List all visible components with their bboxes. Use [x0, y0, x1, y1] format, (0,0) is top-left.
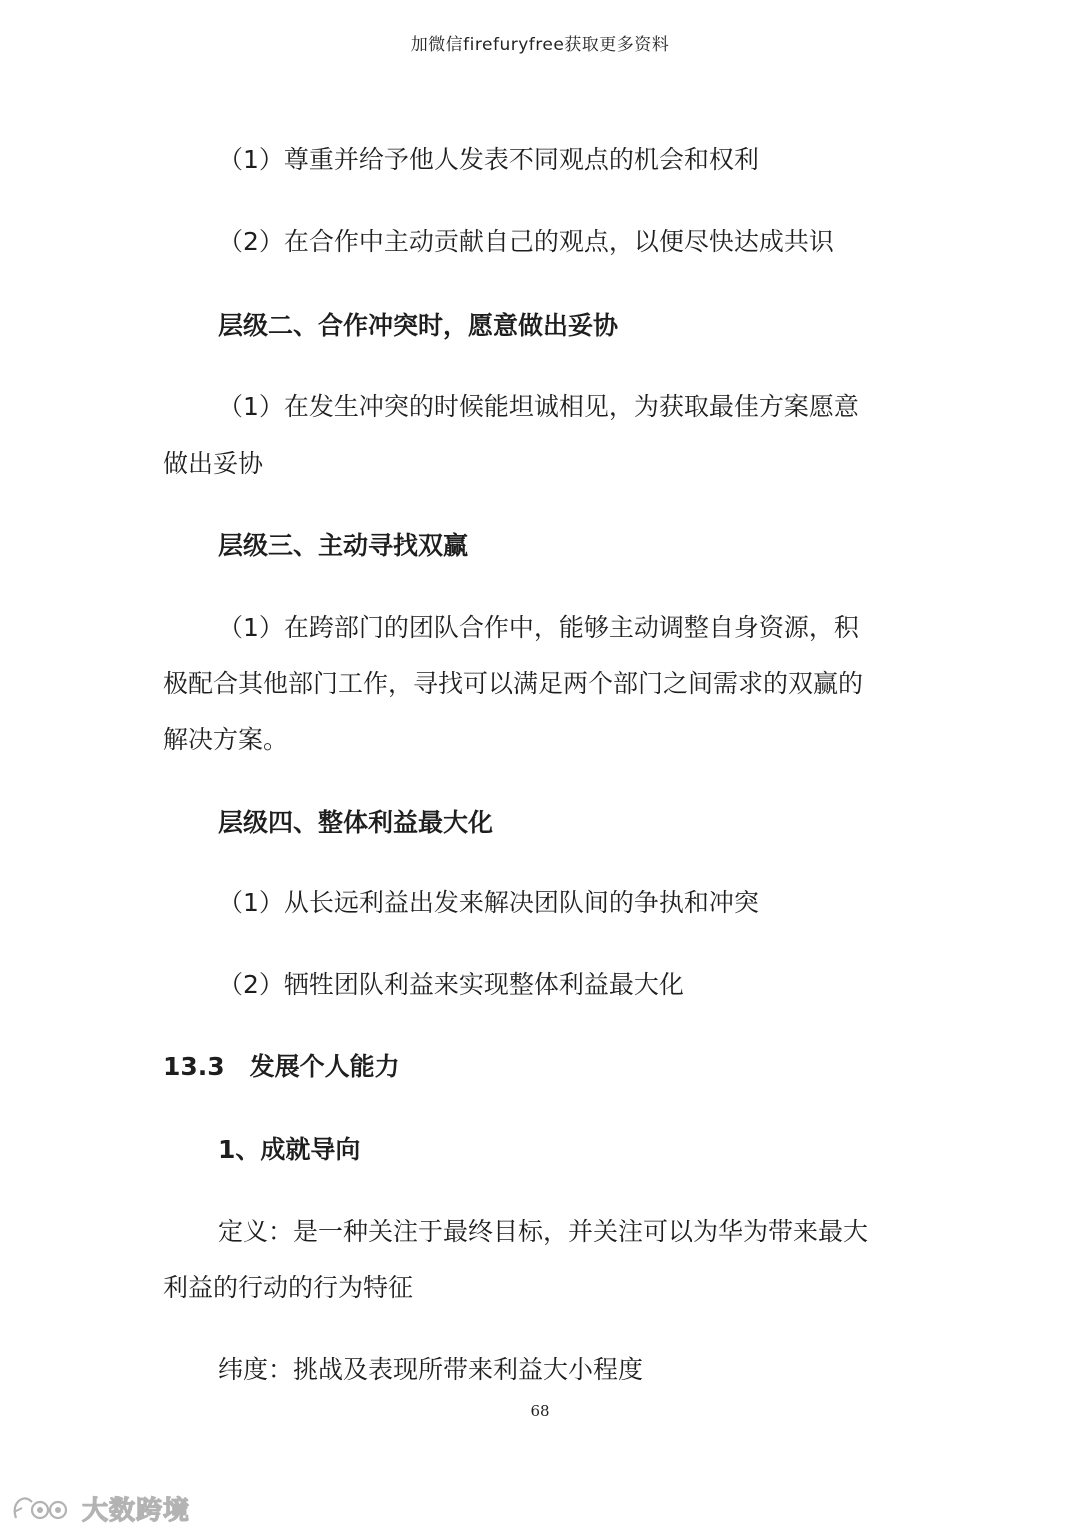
level-two-heading: 层级二、合作冲突时，愿意做出妥协 [218, 311, 619, 340]
watermark-text: 大数跨境 [82, 1496, 191, 1526]
item-long-term-interest: （1）从长远利益出发来解决团队间的争执和冲突 [218, 888, 759, 917]
level-three-heading: 层级三、主动寻找双赢 [218, 531, 469, 560]
watermark [10, 1490, 190, 1527]
item-cross-department: （1）在跨部门的团队合作中，能够主动调整自身资源，积 [218, 613, 859, 642]
item-conflict-compromise: （1）在发生冲突的时候能坦诚相见，为获取最佳方案愿意 [218, 392, 859, 421]
item-contribute-views: （2）在合作中主动贡献自己的观点，以便尽快达成共识 [218, 227, 834, 256]
item-cross-department-cont1: 极配合其他部门工作，寻找可以满足两个部门之间需求的双赢的 [163, 669, 864, 698]
item-conflict-compromise-cont: 做出妥协 [163, 449, 264, 478]
definition-line: 定义：是一种关注于最终目标，并关注可以为华为带来最大 [218, 1217, 869, 1246]
dimension-line: 纬度：挑战及表现所带来利益大小程度 [218, 1355, 644, 1384]
item-sacrifice-team: （2）牺牲团队利益来实现整体利益最大化 [218, 970, 684, 999]
header-note: 加微信firefuryfree获取更多资料 [410, 35, 670, 55]
item-respect-opinions: （1）尊重并给予他人发表不同观点的机会和权利 [218, 145, 759, 174]
watermark-logo-icon [10, 1494, 76, 1524]
section-heading-13-3: 13.3 发展个人能力 [163, 1052, 400, 1081]
level-four-heading: 层级四、整体利益最大化 [218, 808, 494, 837]
page-number: 68 [530, 1402, 550, 1420]
definition-line-cont: 利益的行动的行为特征 [163, 1273, 414, 1302]
item-cross-department-cont2: 解决方案。 [163, 725, 289, 754]
achievement-orientation-heading: 1、成就导向 [218, 1135, 361, 1164]
